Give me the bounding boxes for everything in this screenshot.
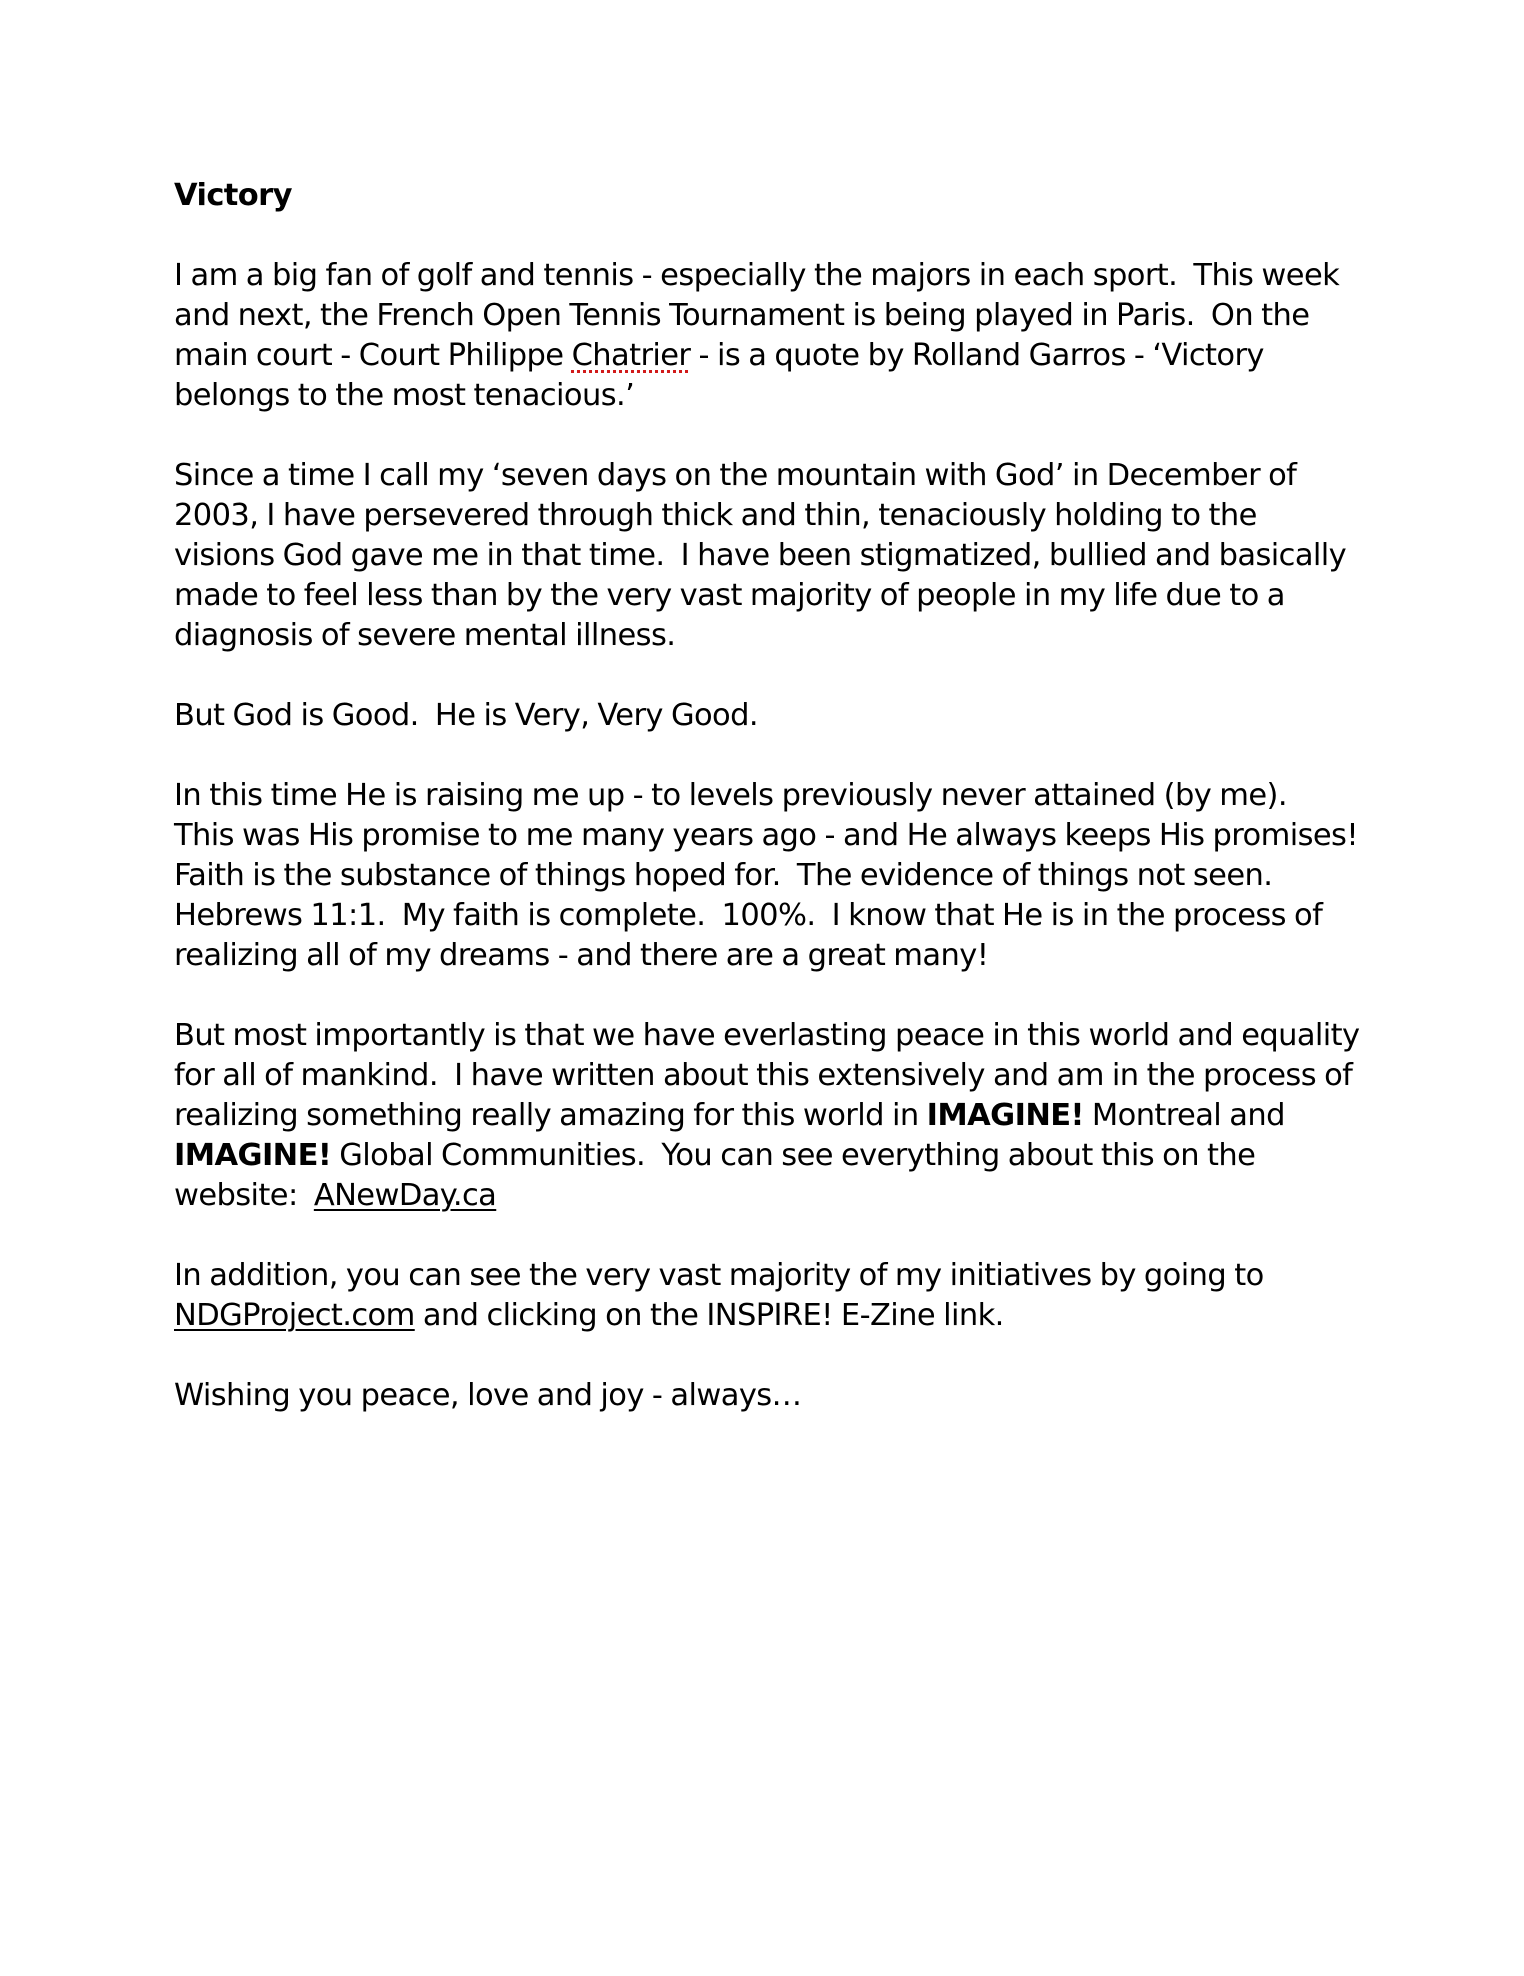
paragraph-line: for all of mankind. I have written about this extensively and am in the process of — [174, 1058, 1353, 1093]
paragraph-line: Wishing you peace, love and joy - always… — [174, 1378, 802, 1413]
paragraph-1 — [174, 256, 1364, 416]
paragraph-line — [174, 1296, 1364, 1336]
paragraph-line: realizing all of my dreams - and there are a great many! — [174, 938, 989, 973]
paragraph-line: But most importantly is that we have everlasting peace in this world and equality — [174, 1018, 1360, 1053]
paragraph-line: This was His promise to me many years ago - and He always keeps His promises! — [174, 818, 1358, 853]
paragraph-line: Since a time I call my ‘seven days on the mountain with God’ in December of — [174, 458, 1297, 493]
paragraph-5 — [174, 1016, 1364, 1216]
document-page — [174, 176, 1364, 1456]
bold-text: IMAGINE! — [174, 1138, 332, 1173]
text-run: Global Communities. You can see everything about this on the — [331, 1138, 1256, 1173]
paragraph-line: I am a big fan of golf and tennis - especially the majors in each sport. This week — [174, 258, 1340, 293]
paragraph-2 — [174, 456, 1364, 656]
paragraph-line: In addition, you can see the very vast majority of my initiatives by going to — [174, 1258, 1264, 1293]
paragraph-4 — [174, 776, 1364, 976]
paragraph-line: visions God gave me in that time. I have been stigmatized, bullied and basically — [174, 538, 1347, 573]
anewday-link[interactable]: ANewDay.ca — [313, 1178, 497, 1213]
paragraph-3 — [174, 696, 1364, 736]
text-run: - is a quote by Rolland Garros - ‘Victory — [690, 338, 1264, 373]
document-title: Victory — [174, 178, 292, 213]
paragraph-line — [174, 1136, 1364, 1176]
text-run: website: — [174, 1178, 314, 1213]
paragraph-line — [174, 336, 1364, 376]
paragraph-line — [174, 1096, 1364, 1136]
text-run: main court - Court Philippe — [174, 338, 572, 373]
paragraph-line: Hebrews 11:1. My faith is complete. 100%. I know that He is in the process of — [174, 898, 1323, 933]
misspelled-word[interactable]: Chatrier — [571, 338, 691, 373]
ndgproject-link[interactable]: NDGProject.com — [174, 1298, 415, 1333]
paragraph-line: and next, the French Open Tennis Tournament is being played in Paris. On the — [174, 298, 1310, 333]
paragraph-line: 2003, I have persevered through thick and thin, tenaciously holding to the — [174, 498, 1257, 533]
paragraph-6 — [174, 1256, 1364, 1336]
paragraph-line: diagnosis of severe mental illness. — [174, 618, 676, 653]
paragraph-line: made to feel less than by the very vast majority of people in my life due to a — [174, 578, 1285, 613]
paragraph-line — [174, 1176, 1364, 1216]
paragraph-7 — [174, 1376, 1364, 1416]
paragraph-line: In this time He is raising me up - to levels previously never attained (by me). — [174, 778, 1287, 813]
paragraph-line: Faith is the substance of things hoped for. The evidence of things not seen. — [174, 858, 1273, 893]
bold-text: IMAGINE! — [926, 1098, 1084, 1133]
text-run: and clicking on the INSPIRE! E-Zine link. — [414, 1298, 1004, 1333]
text-run: Montreal and — [1083, 1098, 1285, 1133]
paragraph-line: belongs to the most tenacious.’ — [174, 378, 635, 413]
text-run: realizing something really amazing for this world in — [174, 1098, 927, 1133]
paragraph-line: But God is Good. He is Very, Very Good. — [174, 698, 758, 733]
